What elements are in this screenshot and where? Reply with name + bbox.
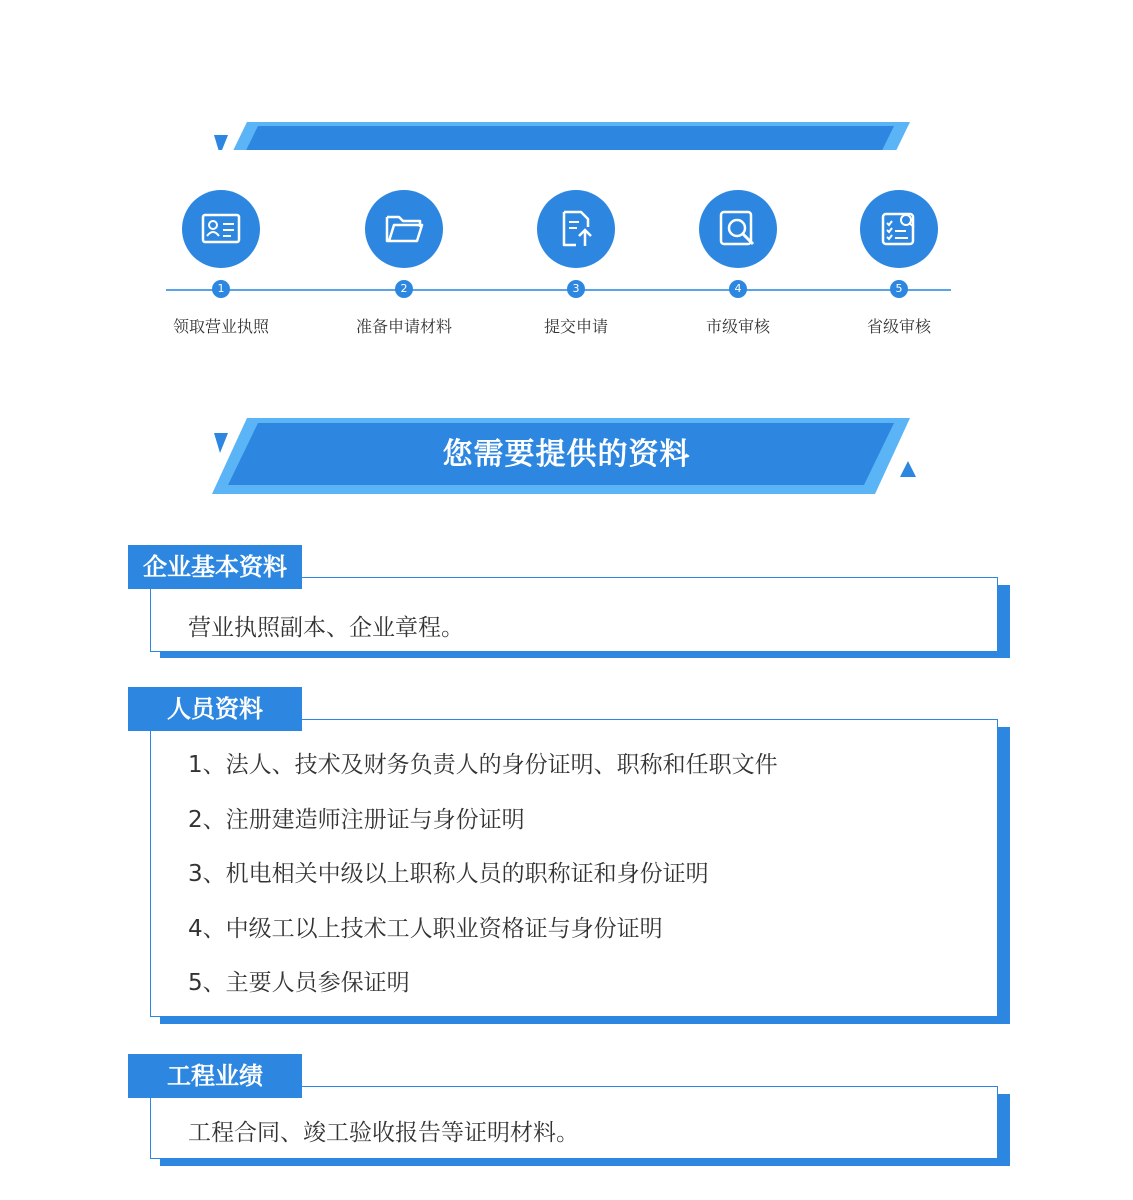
- section-personnel: [128, 687, 1010, 1027]
- process-banner: [0, 60, 1133, 150]
- section-text: 营业执照副本、企业章程。: [188, 615, 464, 641]
- list-item: 2、注册建造师注册证与身份证明: [188, 806, 525, 833]
- step-3: [496, 190, 656, 336]
- step-4-number: 4: [729, 280, 747, 298]
- section-tag: 企业基本资料: [128, 545, 302, 589]
- step-1-circle: [182, 190, 260, 268]
- process-timeline: [166, 289, 951, 291]
- document-submit-icon: [553, 206, 599, 252]
- step-1: [141, 190, 301, 336]
- step-2-label: 准备申请材料: [355, 317, 452, 336]
- step-5-circle: [860, 190, 938, 268]
- step-4: [658, 190, 818, 336]
- list-item: 5、主要人员参保证明: [188, 970, 410, 996]
- step-2-number: 2: [395, 280, 413, 298]
- list-item: 4、中级工以上技术工人职业资格证与身份证明: [188, 915, 663, 942]
- step-5-number: 5: [890, 280, 908, 298]
- search-review-icon: [715, 206, 761, 252]
- step-4-label: 市级审核: [705, 317, 770, 336]
- list-item: 3、机电相关中级以上职称人员的职称证和身份证明: [188, 861, 709, 887]
- section-project-performance: [128, 1054, 1010, 1169]
- license-card-icon: [198, 206, 244, 252]
- step-2: [324, 190, 484, 336]
- step-1-label: 领取营业执照: [172, 317, 269, 336]
- section-text: 工程合同、竣工验收报告等证明材料。: [188, 1120, 579, 1146]
- step-2-circle: [365, 190, 443, 268]
- checklist-review-icon: [876, 206, 922, 252]
- step-4-circle: [699, 190, 777, 268]
- folder-icon: [381, 206, 427, 252]
- list-item: 1、法人、技术及财务负责人的身份证明、职称和任职文件: [188, 752, 778, 778]
- step-3-label: 提交申请: [543, 317, 608, 336]
- materials-banner: [0, 418, 1133, 508]
- section-tag: 工程业绩: [128, 1054, 302, 1098]
- process-title: 机电工程施工总包办理流程: [380, 79, 753, 114]
- step-1-number: 1: [212, 280, 230, 298]
- step-3-circle: [537, 190, 615, 268]
- personnel-list: [188, 738, 778, 1011]
- section-tag: 人员资料: [128, 687, 302, 731]
- step-3-number: 3: [567, 280, 585, 298]
- section-company-basic: [128, 545, 1010, 660]
- step-5: [819, 190, 979, 336]
- step-5-label: 省级审核: [866, 317, 931, 336]
- materials-title: 您需要提供的资料: [442, 437, 691, 472]
